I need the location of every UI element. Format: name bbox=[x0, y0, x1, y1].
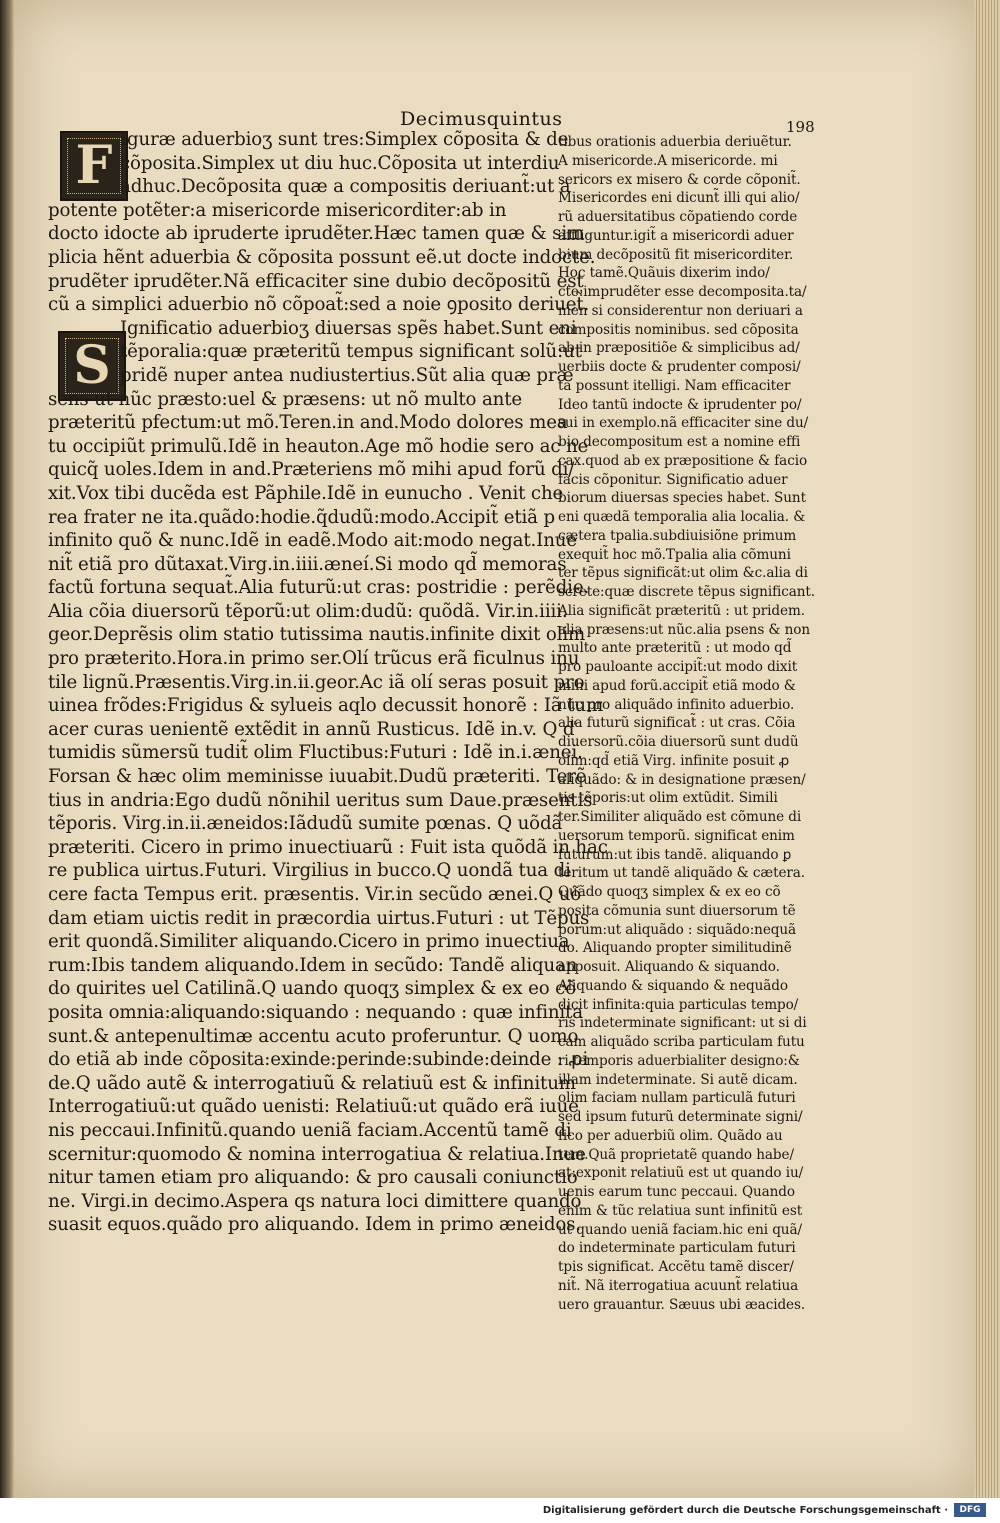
text-line: ter tẽpus significãt:ut olim &c.alia di bbox=[558, 565, 808, 582]
text-line: Interrogatiuũ:ut quãdo uenisti: Relatiuũ:ut quãdo erã iuue bbox=[48, 1096, 579, 1118]
text-line: do indeterminate particulam futuri bbox=[558, 1240, 796, 1257]
text-line: cætera tpalia.subdiuisiõne primum bbox=[558, 527, 797, 544]
text-line: diuersorũ.cõia diuersorũ sunt dudũ bbox=[558, 734, 799, 750]
text-line: infinito quõ & nunc.Idẽ in eadẽ.Modo ait:modo negat.Inue bbox=[48, 530, 577, 552]
dfg-logo: DFG bbox=[954, 1503, 986, 1517]
text-line: ut quando ueniã faciam.hic eni quã/ bbox=[558, 1221, 802, 1238]
text-line: adhuc.Decõposita quæ a compositis deriuant̃:ut a bbox=[120, 176, 571, 198]
text-line: rũ aduersitatibus cõpatiendo corde bbox=[558, 209, 798, 225]
text-line: nũc pro aliquãdo infinito aduerbio. bbox=[558, 696, 795, 713]
page-fore-edge bbox=[974, 0, 1000, 1498]
text-line: acer curas uenientẽ extẽdit in annũ Rusticus. Idẽ in.v. Q ď bbox=[48, 718, 575, 740]
text-line: cere facta Tempus erit. præsentis. Vir.in secũdo ænei.Q uõ bbox=[48, 884, 582, 905]
text-line: tumidis sũmersũ tudit̃ olim Fluctibus:Futuri : Idẽ in.i.ænei. bbox=[48, 742, 583, 764]
text-line: fico per aduerbiũ olim. Quãdo au bbox=[558, 1127, 783, 1144]
text-line: aliquãdo: & in designatione præsen/ bbox=[558, 771, 806, 788]
initial-letter: S bbox=[73, 335, 111, 396]
text-line: uerbiis docte & prudenter composi/ bbox=[558, 359, 801, 375]
text-line: præteriti. Cicero in primo inuectiuarũ : Fuit ista quõdã in hac bbox=[48, 836, 608, 858]
text-line: nit̃ etiã pro dũtaxat.Virg.in.iiii.æneí.Si modo qd̃ memoras bbox=[48, 553, 567, 575]
text-line: ri temporis aduerbialiter designo:& bbox=[558, 1052, 800, 1069]
text-line: sens ut nũc præsto:uel & præsens: ut nõ multo ante bbox=[48, 388, 522, 410]
text-line: pridẽ nuper antea nudiustertius.Sũt alia quæ præ bbox=[120, 364, 574, 386]
text-line: bio decompositum est a nomine effi bbox=[558, 434, 801, 450]
text-line: posita omnia:aliquando:siquando : nequando : quæ infinita bbox=[48, 1001, 583, 1023]
text-line: Iguræ aduerbioʒ sunt tres:Simplex cõposita & de bbox=[120, 129, 569, 150]
text-line: suasit equos.quãdo pro aliquando. Idem in primo æneidos. bbox=[48, 1214, 581, 1236]
text-line: erit quondã.Similiter aliquando.Cicero in primo inuectiua bbox=[48, 931, 570, 953]
text-line: porum:ut aliquãdo : siquãdo:nequã bbox=[558, 921, 797, 938]
text-line: sui in exemplo.nã efficaciter sine du/ bbox=[558, 415, 809, 432]
folio-number: 198 bbox=[786, 118, 815, 136]
text-line: ab in præpositiõe & simplicibus ad/ bbox=[558, 340, 800, 357]
text-line: Misericordes eni dicunt̃ illi qui alio/ bbox=[558, 190, 800, 207]
text-line: ne. Virgi.in decimo.Aspera qs natura loci dimittere quando bbox=[48, 1190, 582, 1212]
text-line: do quirites uel Catilinã.Q uando quoqʒ simplex & ex eo cõ bbox=[48, 978, 577, 1000]
text-line: illam indeterminate. Si autẽ dicam. bbox=[558, 1071, 798, 1088]
text-line: cax.quod ab ex præpositione & facio bbox=[558, 452, 808, 469]
text-line: cũ a simplici aduerbio nõ cõpoat̃:sed a noie ꝯposito deriuet̃. bbox=[48, 294, 590, 316]
text-line: do etiã ab inde cõposita:exinde:perinde:subinde:deinde : ꝓi bbox=[48, 1049, 589, 1071]
text-line: multo ante præteritũ : ut modo qd̃ bbox=[558, 640, 792, 657]
text-line: dicit infinita:quia particulas tempo/ bbox=[558, 996, 799, 1013]
text-line: nis peccaui.Infinitũ.quando ueniã faciam.Accentũ tamẽ di bbox=[48, 1119, 572, 1141]
text-line: teritum ut tandẽ aliquãdo & cætera. bbox=[558, 865, 806, 882]
text-line: re publica uirtus.Futuri. Virgilius in bucco.Q uondã tua di bbox=[48, 860, 571, 882]
initial-letter: F bbox=[75, 135, 113, 196]
text-line: uero grauantur. Sæuus ubi æacides. bbox=[558, 1296, 806, 1313]
text-line: eni quædã temporalia alia localia. & bbox=[558, 509, 806, 525]
text-line: Aliquando & siquando & nequãdo bbox=[558, 977, 788, 994]
text-line: tẽporalia:quæ præteritũ tempus significant solũ:ut bbox=[120, 341, 582, 363]
text-line: tu occipiũt primulũ.Idẽ in heauton.Age mõ hodie sero ac ne bbox=[48, 435, 589, 457]
text-line: olim faciam nullam particulã futuri bbox=[558, 1090, 796, 1107]
text-line: nit̃. Nã iterrogatiua acuunt̃ relatiua bbox=[558, 1277, 799, 1294]
text-line: do. Aliquando propter similitudinẽ bbox=[558, 940, 792, 957]
text-line: ta possunt itelligi. Nam efficaciter bbox=[558, 377, 791, 394]
text-line: præteritũ pfectum:ut mõ.Teren.in and.Modo dolores mea bbox=[48, 412, 568, 434]
text-line: uersorum temporũ. significat enim bbox=[558, 827, 795, 844]
text-line: tibus orationis aduerbia deriuẽtur. bbox=[558, 134, 792, 150]
text-line: olim:qd̃ etiã Virg. infinite posuit ꝓ bbox=[558, 752, 790, 769]
right-text-column bbox=[558, 133, 816, 1314]
text-line: uenis earum tunc peccaui. Quando bbox=[558, 1184, 795, 1200]
text-line: tpis significat. Accẽtu tamẽ discer/ bbox=[558, 1259, 794, 1275]
text-line: affliguntur.igit̃ a misericordi aduer bbox=[558, 227, 794, 244]
text-line: prudẽter iprudẽter.Nã efficaciter sine dubio decõpositũ est bbox=[48, 270, 584, 292]
text-line: factũ fortuna sequat̃.Alia futurũ:ut cras: postridie : perẽdie. bbox=[48, 577, 590, 599]
text-line: screte:quæ discrete tẽpus significant. bbox=[558, 584, 816, 600]
text-line: de.Q uãdo autẽ & interrogatiuũ & relatiuũ est & infinitum bbox=[48, 1072, 576, 1094]
text-line: sed ipsum futurũ determinate signi/ bbox=[558, 1109, 803, 1125]
text-line: alia futurũ significat̃ : ut cras. Cõia bbox=[558, 715, 796, 732]
text-line: Ideo tantũ indocte & iprudenter po/ bbox=[558, 396, 802, 413]
text-line: nitur tamen etiam pro aliquando: & pro causali coniunctio bbox=[48, 1167, 578, 1189]
text-line: docto idocte ab ipruderte iprudẽter.Hæc tamen quæ & sim bbox=[48, 223, 585, 245]
left-text-column bbox=[48, 128, 608, 1237]
text-line: facis cõponitur. Significatio aduer bbox=[558, 471, 788, 488]
text-line: bium decõpositũ fit misericorditer. bbox=[558, 246, 794, 263]
text-line: posita cõmunia sunt diuersorum tẽ bbox=[558, 902, 796, 919]
text-line: scernitur:quomodo & nomina interrogatiua & relatiua.Inue bbox=[48, 1143, 586, 1165]
text-line: Hoc tamẽ.Quãuis dixerim indo/ bbox=[558, 265, 770, 282]
text-line: enim & tũc relatiua sunt infinitũ est bbox=[558, 1202, 803, 1219]
text-line: sericors ex misero & corde cõponit̃. bbox=[558, 171, 801, 188]
text-line: ris indeterminate significant: ut si di bbox=[558, 1015, 807, 1032]
text-line: ter.Similiter aliquãdo est cõmune di bbox=[558, 809, 802, 825]
text-line: tius in andria:Ego dudũ nõnihil ueritus sum Daue.præsentis bbox=[48, 789, 593, 811]
text-line: Alia cõia diuersorũ tẽporũ:ut olim:dudũ: quõdã. Vir.in.iiii. bbox=[48, 600, 568, 622]
text-line: futurum:ut ibis tandẽ. aliquando ꝑ bbox=[558, 846, 792, 863]
text-line: geor.Deprẽsis olim statio tutissima nautis.infinite dixit olim bbox=[48, 624, 586, 646]
text-line: Quãdo quoqʒ simplex & ex eo cõ bbox=[558, 884, 781, 900]
text-line: tis tẽporis:ut olim extũdit. Simili bbox=[558, 790, 778, 807]
text-line: pro præterito.Hora.in primo ser.Olí trũcus erã ficulnus inu bbox=[48, 648, 580, 670]
text-line: cõposita.Simplex ut diu huc.Cõposita ut interdiu bbox=[120, 152, 560, 174]
text-line: biorum diuersas species habet. Sunt bbox=[558, 490, 806, 507]
text-line: dam etiam uictis redit in præcordia uirtus.Futuri : ut Tẽpus bbox=[48, 907, 590, 929]
text-line: compositis nominibus. sed cõposita bbox=[558, 321, 799, 338]
text-line: Alia significãt præteritũ : ut pridem. bbox=[558, 602, 805, 619]
text-line: exequit̃ hoc mõ.Tpalia alia cõmuni bbox=[558, 546, 791, 563]
text-line: tem.Quã proprietatẽ quando habe/ bbox=[558, 1146, 794, 1163]
footer-credit: Digitalisierung gefördert durch die Deutsche Forschungsgemeinschaft · bbox=[542, 1505, 948, 1516]
text-line: quicq̃ uoles.Idem in and.Præteriens mõ mihi apud forũ di/ bbox=[48, 459, 575, 481]
text-line: potente potẽter:a misericorde misericorditer:ab in bbox=[48, 199, 507, 221]
text-line: sunt.& antepenultimæ accentu acuto proferuntur. Q uomo bbox=[48, 1025, 579, 1047]
text-line: tẽporis. Virg.in.ii.æneidos:Iãdudũ sumite pœnas. Q uõdã bbox=[48, 813, 563, 835]
text-line: tile lignũ.Præsentis.Virg.in.ii.geor.Ac iã olí seras posuit pro bbox=[48, 671, 585, 693]
text-line: cte:imprudẽter esse decomposita.ta/ bbox=[558, 284, 807, 300]
text-line: cam aliquãdo scriba particulam futu bbox=[558, 1034, 805, 1050]
text-line: plicia hẽnt aduerbia & cõposita possunt eẽ.ut docte indocte. bbox=[48, 246, 596, 268]
previous-page-edge bbox=[0, 0, 14, 1498]
text-line: mihi apud forũ.accipit̃ etiã modo & bbox=[558, 677, 796, 694]
running-head: Decimusquintus bbox=[400, 108, 563, 130]
text-line: men si considerentur non deriuari a bbox=[558, 302, 803, 319]
text-line: xit.Vox tibi ducẽda est Pãphile.Idẽ in eunucho . Venit che bbox=[48, 482, 564, 504]
text-line: uinea frõdes:Frigidus & sylueis aqlo decussit honorẽ : Iã tum bbox=[48, 695, 604, 717]
text-line: alia præsens:ut nũc.alia psens & non bbox=[558, 621, 811, 638]
text-line: rea frater ne ita.quãdo:hodie.q̃dudũ:modo.Accipit̃ etiã p bbox=[48, 506, 556, 528]
text-line: at:exponit relatiuũ est ut quando iu/ bbox=[558, 1165, 804, 1182]
text-line: Ignificatio aduerbioʒ diuersas spẽs habet.Sunt eni bbox=[120, 317, 577, 339]
text-line: apposuit. Aliquando & siquando. bbox=[558, 959, 780, 975]
text-line: A misericorde.A misericorde. mi bbox=[558, 152, 778, 169]
text-line: rum:Ibis tandem aliquando.Idem in secũdo: Tandẽ aliquan bbox=[48, 954, 578, 976]
text-line: Forsan & hæc olim meminisse iuuabit.Dudũ præteriti. Terẽ bbox=[48, 766, 587, 788]
text-line: pro pauloante accipit̃:ut modo dixit bbox=[558, 659, 798, 675]
